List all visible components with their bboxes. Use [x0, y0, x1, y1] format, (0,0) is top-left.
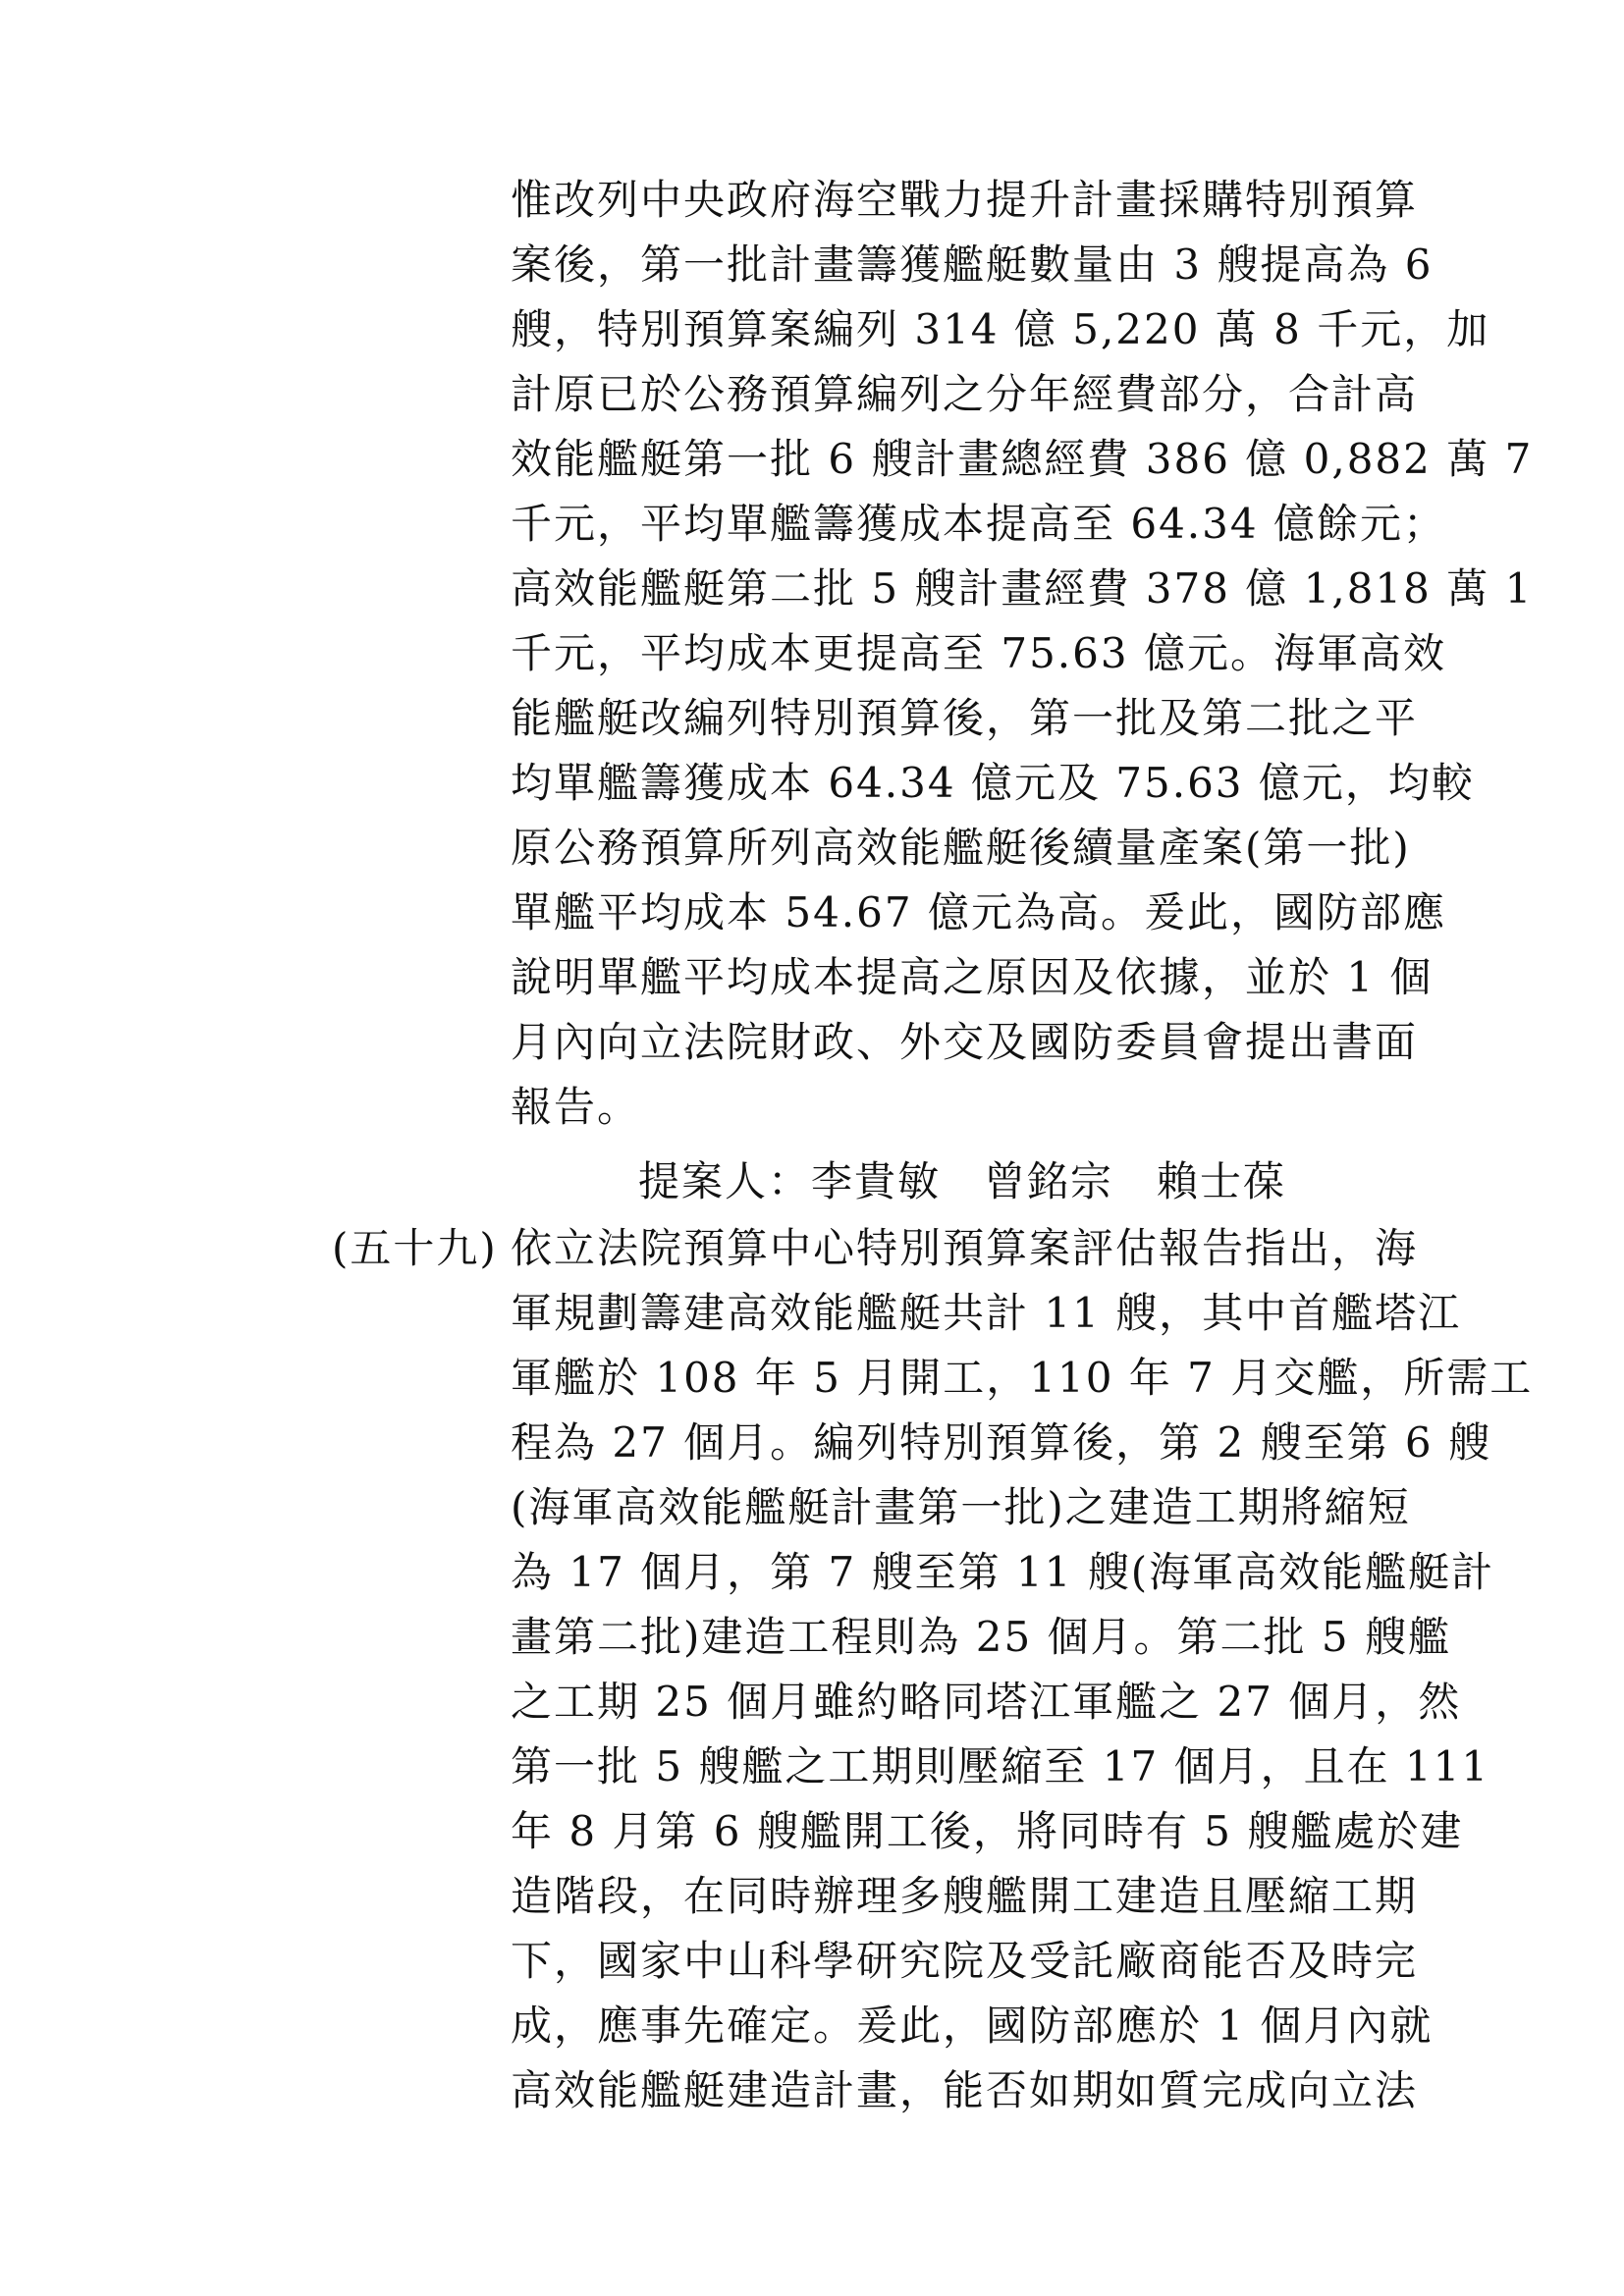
paragraph-line: 高效能艦艇建造計畫，能否如期如質完成向立法 [511, 2066, 1419, 2114]
paragraph-line: 之工期 25 個月雖約略同塔江軍艦之 27 個月，然 [511, 1678, 1462, 1726]
paragraph-line: (海軍高效能艦艇計畫第一批)之建造工期將縮短 [511, 1483, 1411, 1531]
paragraph-line: 高效能艦艇第二批 5 艘計畫經費 378 億 1,818 萬 1 [511, 564, 1534, 613]
paragraph-line: 報告。 [511, 1083, 641, 1131]
paragraph-line: 年 8 月第 6 艘艦開工後，將同時有 5 艘艦處於建 [511, 1807, 1464, 1855]
paragraph-line: 下，國家中山科學研究院及受託廠商能否及時完 [511, 1937, 1419, 1985]
paragraph-line: 依立法院預算中心特別預算案評估報告指出，海 [511, 1224, 1419, 1272]
paragraph-line: 原公務預算所列高效能艦艇後續量產案(第一批) [511, 824, 1411, 872]
paragraph-line: 造階段，在同時辦理多艘艦開工建造且壓縮工期 [511, 1872, 1419, 1920]
paragraph-line: 千元，平均單艦籌獲成本提高至 64.34 億餘元； [511, 500, 1446, 548]
paragraph-line: 畫第二批)建造工程則為 25 個月。第二批 5 艘艦 [511, 1613, 1451, 1661]
paragraph-line: 軍艦於 108 年 5 月開工，110 年 7 月交艦，所需工 [511, 1354, 1534, 1402]
paragraph-line: 案後，第一批計畫籌獲艦艇數量由 3 艘提高為 6 [511, 240, 1434, 289]
paragraph-line: 說明單艦平均成本提高之原因及依據，並於 1 個 [511, 953, 1434, 1001]
paragraph-line: 為 17 個月，第 7 艘至第 11 艘(海軍高效能艦艇計 [511, 1548, 1495, 1596]
paragraph-line: 千元，平均成本更提高至 75.63 億元。海軍高效 [511, 629, 1446, 677]
paragraph-line: 程為 27 個月。編列特別預算後，第 2 艘至第 6 艘 [511, 1418, 1491, 1467]
item-number-label: (五十九) [332, 1224, 498, 1272]
paragraph-line: 艘，特別預算案編列 314 億 5,220 萬 8 千元，加 [511, 305, 1490, 353]
paragraph-line: 效能艦艇第一批 6 艘計畫總經費 386 億 0,882 萬 7 [511, 435, 1534, 483]
paragraph-line: 惟改列中央政府海空戰力提升計畫採購特別預算 [511, 176, 1419, 224]
paragraph-line: 能艦艇改編列特別預算後，第一批及第二批之平 [511, 694, 1419, 742]
paragraph-line: 均單艦籌獲成本 64.34 億元及 75.63 億元，均較 [511, 759, 1475, 807]
paragraph-line: 成，應事先確定。爰此，國防部應於 1 個月內就 [511, 2002, 1434, 2050]
paragraph-line: 第一批 5 艘艦之工期則壓縮至 17 個月，且在 111 [511, 1742, 1490, 1790]
paragraph-line: 單艦平均成本 54.67 億元為高。爰此，國防部應 [511, 888, 1446, 936]
paragraph-line: 月內向立法院財政、外交及國防委員會提出書面 [511, 1018, 1419, 1066]
proposers-line: 提案人：李貴敏 曾銘宗 賴士葆 [638, 1157, 1287, 1205]
paragraph-line: 計原已於公務預算編列之分年經費部分，合計高 [511, 370, 1419, 418]
paragraph-line: 軍規劃籌建高效能艦艇共計 11 艘，其中首艦塔江 [511, 1289, 1462, 1337]
